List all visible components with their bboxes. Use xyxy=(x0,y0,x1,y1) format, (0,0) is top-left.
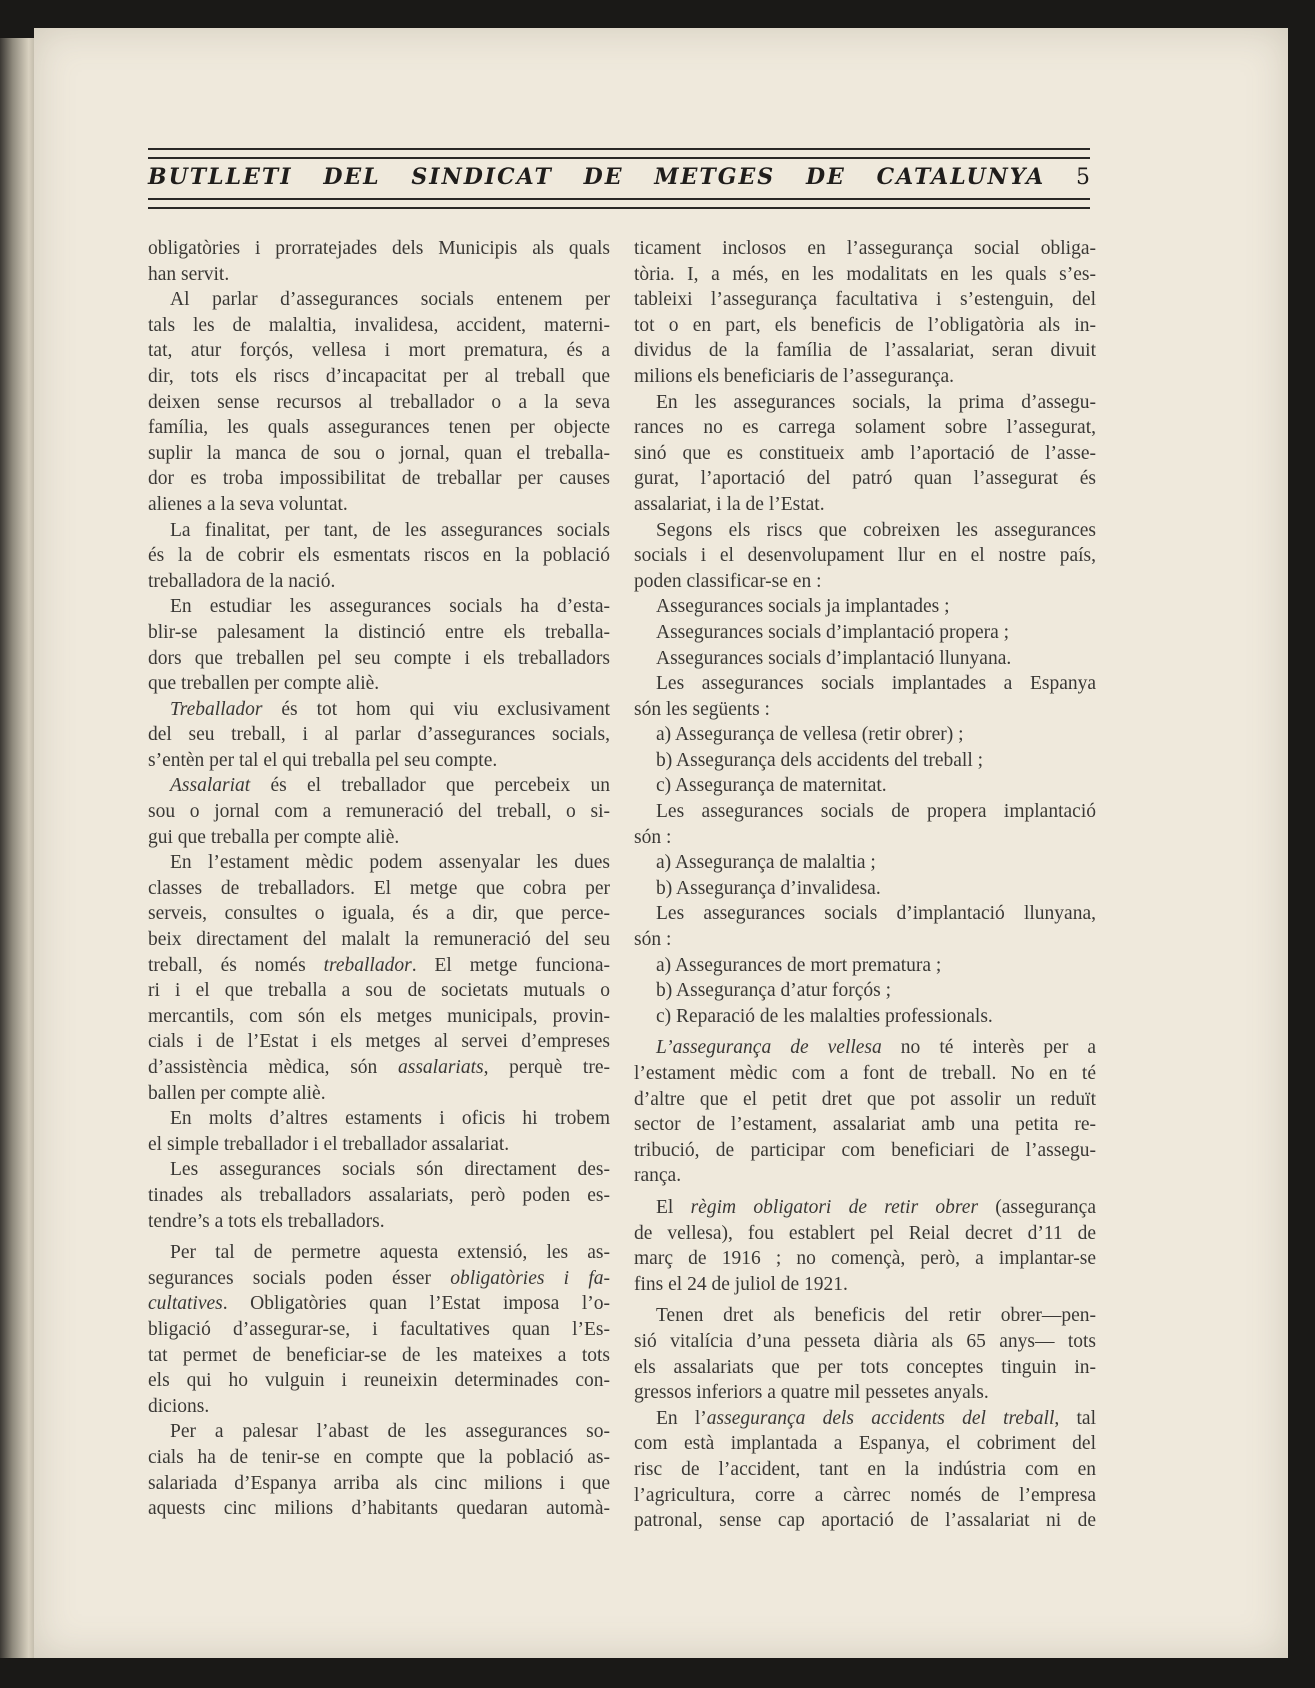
text-line: cials i de l’Estat i els metges al servei d’empreses xyxy=(148,1031,610,1053)
header-word: CATALUNYA xyxy=(876,164,1046,190)
text-line: dors que treballen pel seu compte i els treballadors xyxy=(148,647,610,669)
text-line: Assegurances socials d’implantació llunyana. xyxy=(656,647,1012,669)
text-line: En l’estament mèdic podem assenyalar les dues xyxy=(170,852,610,874)
text-line: segurances socials poden ésser obligatòries i fa- xyxy=(148,1267,610,1289)
text-line: suplir la manca de sou o jornal, quan el treballa- xyxy=(148,442,610,464)
text-line: b) Assegurança dels accidents del treball ; xyxy=(656,749,984,771)
text-line: s’entèn per tal el qui treballa pel seu compte. xyxy=(148,749,498,771)
text-line: c) Assegurança de maternitat. xyxy=(656,775,887,797)
text-line: mercantils, com són els metges municipals, provin- xyxy=(148,1005,610,1027)
text-line: han servit. xyxy=(148,263,230,285)
text-line: L’assegurança de vellesa no té interès per a xyxy=(656,1037,1096,1059)
text-line: gressos inferiors a quatre mil pessetes anyals. xyxy=(634,1382,989,1404)
text-line: obligatòries i prorratejades dels Municipis als quals xyxy=(148,238,610,259)
text-line: dividus de la família de l’assalariat, seran divuit xyxy=(634,340,1096,362)
text-line: Per tal de permetre aquesta extensió, les as- xyxy=(170,1242,610,1264)
text-line: sector de l’estament, assalariat amb una petita re- xyxy=(634,1114,1096,1136)
text-line: tat permet de beneficiar-se de les mateixes a tots xyxy=(148,1344,610,1366)
text-line: de vellesa), fou establert pel Reial decret d’11 de xyxy=(634,1222,1096,1244)
header-word: METGES xyxy=(654,164,776,190)
text-line: tinades als treballadors assalariats, però poden es- xyxy=(148,1184,610,1206)
text-line: tribució, de participar com beneficiari de l’assegu- xyxy=(634,1139,1096,1161)
text-line: rança. xyxy=(634,1165,682,1187)
text-line: d’assistència mèdica, són assalariats, perquè tre- xyxy=(148,1057,610,1078)
text-line: tableixi l’assegurança facultativa i s’estenguin, del xyxy=(634,289,1096,311)
text-line: del seu treball, i al parlar d’assegurances socials, xyxy=(148,724,610,746)
text-line: cials ha de tenir-se en compte que la població as- xyxy=(148,1446,610,1468)
page-number: 5 xyxy=(1075,164,1090,190)
text-line: Treballador és tot hom qui viu exclusivament xyxy=(170,698,610,720)
text-line: a) Assegurances de mort prematura ; xyxy=(656,954,942,976)
text-line: dir, tots els riscs d’incapacitat per al treball que xyxy=(148,365,610,387)
previous-page-edge xyxy=(0,38,36,1658)
text-line: l’agricultura, corre a càrrec només de l’empresa xyxy=(634,1484,1096,1506)
text-line: ticament inclosos en l’assegurança social obliga- xyxy=(634,238,1096,259)
text-line: cultatives. Obligatòries quan l’Estat imposa l’o- xyxy=(148,1293,610,1315)
text-line: els qui ho vulguin i reuneixin determinades con- xyxy=(148,1370,610,1392)
text-line: que treballen per compte aliè. xyxy=(148,673,380,695)
text-line: són les següents : xyxy=(634,698,770,720)
text-line: a) Assegurança de vellesa (retir obrer) ; xyxy=(656,724,964,746)
header-word: DE xyxy=(805,164,846,190)
text-line: Tenen dret als beneficis del retir obrer—pen- xyxy=(656,1305,1096,1327)
text-line: b) Assegurança d’atur forçós ; xyxy=(656,980,891,1002)
text-line: deixen sense recursos al treballador o a la seva xyxy=(148,391,610,413)
text-line: aquests cinc milions d’habitants quedaran automà- xyxy=(148,1498,610,1520)
text-line: tals les de malaltia, invalidesa, accident, materni- xyxy=(148,314,610,336)
text-line: dor es troba impossibilitat de treballar per causes xyxy=(148,468,610,490)
text-line: tat, atur forçós, vellesa i mort prematura, és a xyxy=(148,340,610,362)
text-line: Assegurances socials d’implantació propera ; xyxy=(656,621,1010,643)
header-word: BUTLLETI xyxy=(148,164,293,190)
text-line: fins el 24 de juliol de 1921. xyxy=(634,1273,848,1295)
text-line: alienes a la seva voluntat. xyxy=(148,493,348,515)
text-line: socials i el desenvolupament llur en el nostre país, xyxy=(634,545,1096,567)
text-line: a) Assegurança de malaltia ; xyxy=(656,852,876,874)
text-line: c) Reparació de les malalties professionals. xyxy=(656,1005,993,1027)
text-line: patronal, sense cap aportació de l’assalariat ni de xyxy=(634,1510,1096,1532)
text-line: En estudiar les assegurances socials ha d’esta- xyxy=(170,596,610,618)
right-text-column xyxy=(634,236,1096,1534)
text-line: La finalitat, per tant, de les assegurances socials xyxy=(170,519,610,541)
text-line: d’altre que el petit dret que pot assolir un reduït xyxy=(634,1088,1096,1110)
text-line: serveis, consultes o iguala, és a dir, que perce- xyxy=(148,903,610,925)
text-line: són : xyxy=(634,826,672,848)
text-line: salariada d’Espanya arriba als cinc milions i que xyxy=(148,1472,610,1494)
text-line: gui que treballa per compte aliè. xyxy=(148,826,400,848)
text-line: classes de treballadors. El metge que cobra per xyxy=(148,877,610,899)
header-word: SINDICAT xyxy=(411,164,553,190)
text-line: ri i el que treballa a sou de societats mutuals o xyxy=(148,980,610,1002)
text-line: Assegurances socials ja implantades ; xyxy=(656,596,950,618)
text-line: dicions. xyxy=(148,1395,210,1417)
text-line: tendre’s a tots els treballadors. xyxy=(148,1210,385,1232)
text-line: milions els beneficiaris de l’assegurança. xyxy=(634,365,955,387)
text-line: blir-se palesament la distinció entre els treballa- xyxy=(148,621,610,643)
text-line: treballadora de la nació. xyxy=(148,570,336,592)
text-line: és la de cobrir els esmentats riscos en la població xyxy=(148,545,610,567)
text-line: Segons els riscs que cobreixen les assegurances xyxy=(656,519,1096,541)
text-line: risc de l’accident, tant en la indústria com en xyxy=(634,1458,1096,1480)
text-line: Al parlar d’assegurances socials entenem per xyxy=(170,289,610,311)
text-line: b) Assegurança d’invalidesa. xyxy=(656,877,881,899)
text-line: març de 1916 ; no començà, però, a implantar-se xyxy=(634,1248,1096,1270)
text-line: bligació d’assegurar-se, i facultatives quan l’Es- xyxy=(148,1318,610,1340)
text-line: En l’assegurança dels accidents del treball, tal xyxy=(656,1407,1096,1429)
header-word: DE xyxy=(583,164,624,190)
running-header xyxy=(148,158,1090,196)
text-line: són : xyxy=(634,929,672,951)
text-line: rances no es carrega solament sobre l’assegurat, xyxy=(634,417,1096,439)
text-line: Les assegurances socials implantades a Espanya xyxy=(656,673,1096,695)
header-word: DEL xyxy=(323,164,381,190)
text-line: el simple treballador i el treballador assalariat. xyxy=(148,1133,510,1155)
left-text-column xyxy=(148,236,610,1522)
text-line: ballen per compte aliè. xyxy=(148,1082,326,1104)
text-line: com està implantada a Espanya, el cobriment del xyxy=(634,1433,1096,1455)
text-line: poden classificar-se en : xyxy=(634,570,822,592)
text-line: Assalariat és el treballador que percebeix un xyxy=(170,775,610,797)
text-line: El règim obligatori de retir obrer (assegurança xyxy=(656,1196,1096,1218)
text-line: l’estament mèdic com a font de treball. No en té xyxy=(634,1063,1096,1084)
text-line: família, les quals assegurances tenen per objecte xyxy=(148,417,610,439)
text-line: assalariat, i la de l’Estat. xyxy=(634,493,825,515)
text-line: En les assegurances socials, la prima d’assegu- xyxy=(656,391,1096,413)
text-line: els assalariats que per tots conceptes tinguin in- xyxy=(634,1356,1096,1378)
text-line: Les assegurances socials són directament des- xyxy=(170,1159,610,1181)
text-line: sou o jornal com a remuneració del treball, o si- xyxy=(148,801,610,823)
text-line: sinó que es constitueix amb l’aportació de l’asse- xyxy=(634,442,1096,464)
text-line: tot o en part, els beneficis de l’obligatòria als in- xyxy=(634,314,1096,336)
text-line: sió vitalícia d’una pesseta diària als 65 anys— tots xyxy=(634,1330,1096,1352)
text-line: beix directament del malalt la remuneració del seu xyxy=(148,929,610,951)
text-line: gurat, l’aportació del patró quan l’assegurat és xyxy=(634,468,1096,490)
text-line: treball, és només treballador. El metge funciona- xyxy=(148,954,610,976)
text-line: Les assegurances socials de propera implantació xyxy=(656,801,1096,823)
text-line: Les assegurances socials d’implantació llunyana, xyxy=(656,903,1096,925)
text-line: Per a palesar l’abast de les assegurances so- xyxy=(170,1421,610,1443)
text-line: tòria. I, a més, en les modalitats en les quals s’es- xyxy=(634,263,1096,285)
header-rule-bottom xyxy=(148,198,1090,209)
text-line: En molts d’altres estaments i oficis hi trobem xyxy=(170,1108,610,1130)
